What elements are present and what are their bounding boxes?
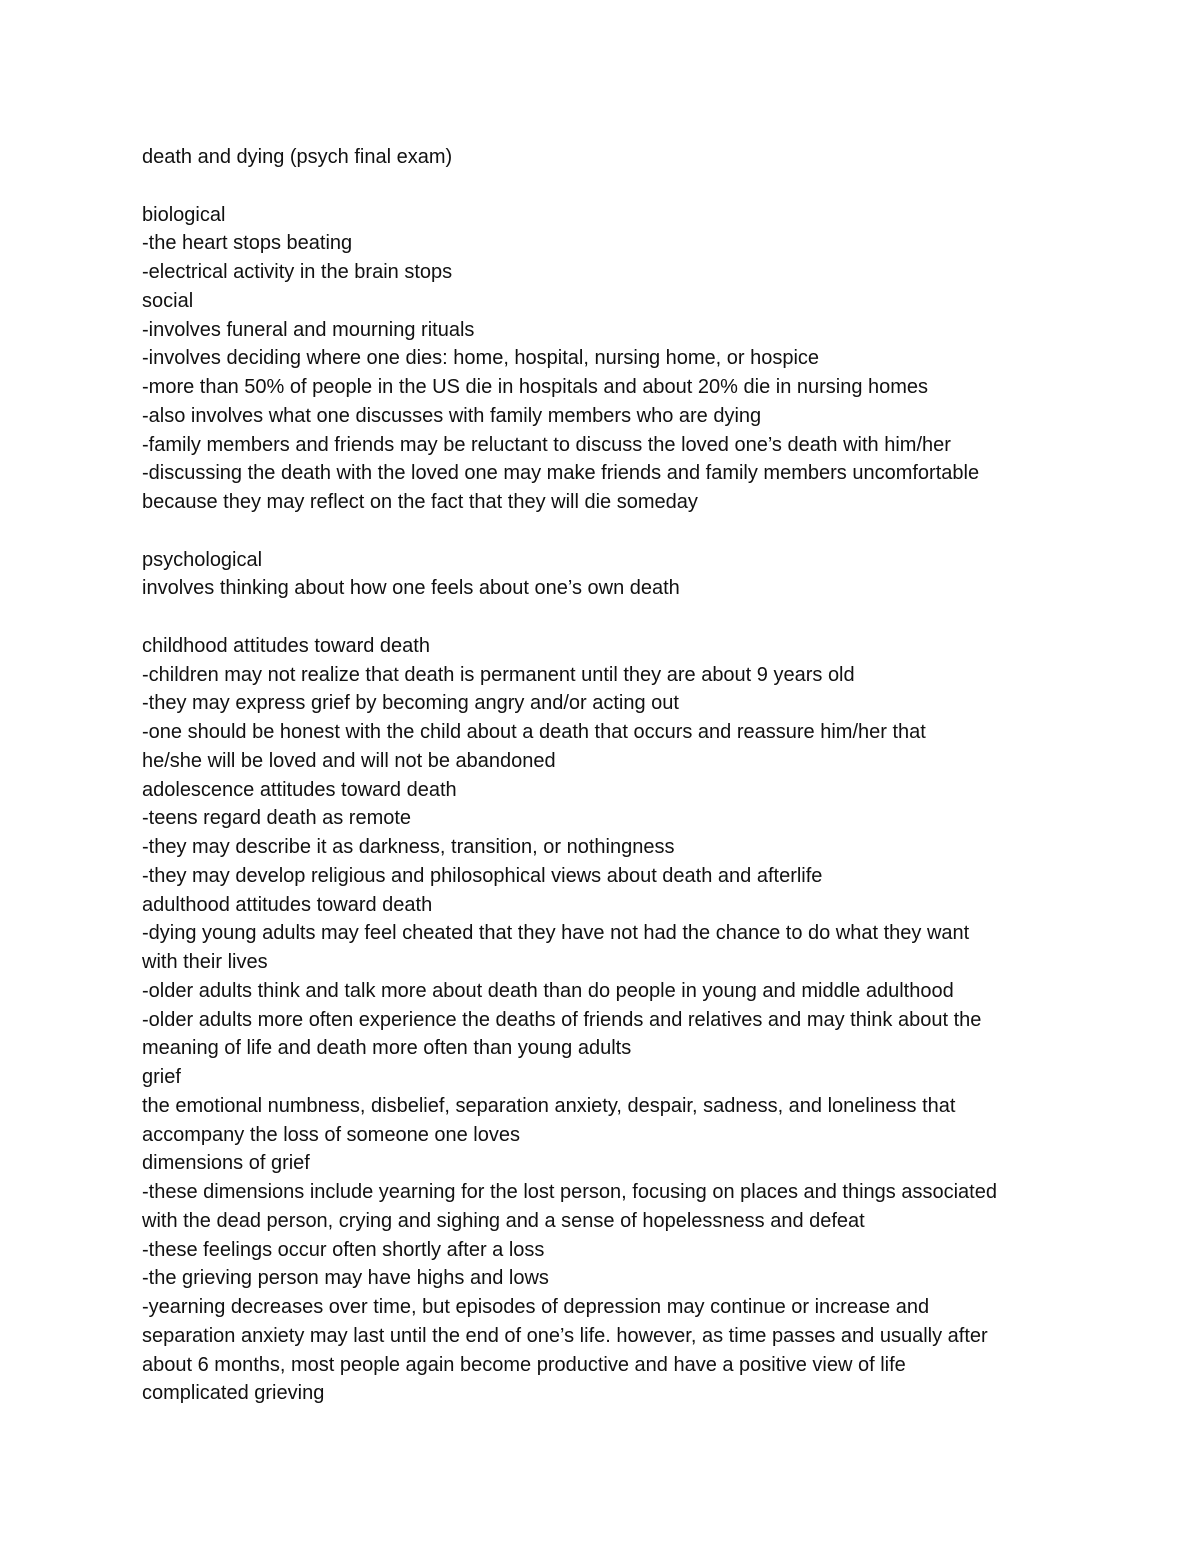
text-line: -these dimensions include yearning for the lost person, focusing on places and things associated	[142, 1181, 997, 1203]
text-line: -the heart stops beating	[142, 232, 353, 255]
text-line: -children may not realize that death is permanent until they are about 9 years old	[142, 663, 855, 686]
text-line: -older adults more often experience the deaths of friends and relatives and may think about the	[142, 1008, 982, 1031]
text-line: -the grieving person may have highs and lows	[142, 1267, 549, 1290]
text-line: -these feelings occur often shortly after a loss	[142, 1238, 545, 1261]
text-line: -discussing the death with the loved one may make friends and family members uncomfortable	[142, 462, 980, 485]
text-line: -one should be honest with the child about a death that occurs and reassure him/her that	[142, 721, 926, 743]
text-line: -yearning decreases over time, but episodes of depression may continue or increase and	[142, 1296, 930, 1318]
document-title: death and dying (psych final exam)	[142, 146, 453, 168]
section-heading-childhood: childhood attitudes toward death	[142, 634, 430, 657]
text-line: about 6 months, most people again become productive and have a positive view of life	[142, 1353, 906, 1376]
text-line: because they may reflect on the fact that they will die someday	[142, 491, 698, 513]
section-heading-grief: grief	[142, 1066, 181, 1088]
text-line: with the dead person, crying and sighing and a sense of hopelessness and defeat	[142, 1209, 865, 1232]
text-line: separation anxiety may last until the end of one’s life. however, as time passes and usually after	[142, 1324, 988, 1347]
text-line: -family members and friends may be reluctant to discuss the loved one’s death with him/her	[142, 433, 951, 456]
text-line: -also involves what one discusses with family members who are dying	[142, 404, 762, 427]
text-line: with their lives	[142, 951, 268, 973]
section-heading-adolescence: adolescence attitudes toward death	[142, 778, 457, 801]
text-line: -teens regard death as remote	[142, 807, 412, 830]
text-line: -involves deciding where one dies: home, hospital, nursing home, or hospice	[142, 347, 820, 370]
section-heading-dimensions-of-grief: dimensions of grief	[142, 1152, 310, 1175]
blank-line	[142, 603, 1072, 632]
section-heading-complicated-grieving: complicated grieving	[142, 1382, 325, 1405]
section-heading-adulthood: adulthood attitudes toward death	[142, 893, 433, 916]
text-line: meaning of life and death more often than young adults	[142, 1037, 632, 1060]
text-line: involves thinking about how one feels about one’s own death	[142, 577, 680, 600]
text-line: -older adults think and talk more about death than do people in young and middle adulthood	[142, 979, 954, 1002]
text-line: accompany the loss of someone one loves	[142, 1123, 520, 1146]
document-body	[142, 143, 1072, 1408]
section-heading-psychological: psychological	[142, 548, 263, 571]
blank-line	[142, 172, 1072, 201]
text-line: -electrical activity in the brain stops	[142, 261, 453, 283]
text-line: the emotional numbness, disbelief, separation anxiety, despair, sadness, and loneliness that	[142, 1094, 956, 1117]
section-heading-social: social	[142, 289, 194, 312]
text-line: -they may express grief by becoming angry and/or acting out	[142, 692, 679, 715]
text-line: -involves funeral and mourning rituals	[142, 318, 475, 341]
blank-line	[142, 517, 1072, 546]
text-line: -more than 50% of people in the US die in hospitals and about 20% die in nursing homes	[142, 376, 929, 398]
section-heading-biological: biological	[142, 203, 226, 226]
text-line: -dying young adults may feel cheated that they have not had the chance to do what they want	[142, 922, 970, 945]
text-line: -they may describe it as darkness, transition, or nothingness	[142, 836, 675, 858]
text-line: -they may develop religious and philosophical views about death and afterlife	[142, 864, 823, 887]
text-line: he/she will be loved and will not be abandoned	[142, 749, 556, 772]
